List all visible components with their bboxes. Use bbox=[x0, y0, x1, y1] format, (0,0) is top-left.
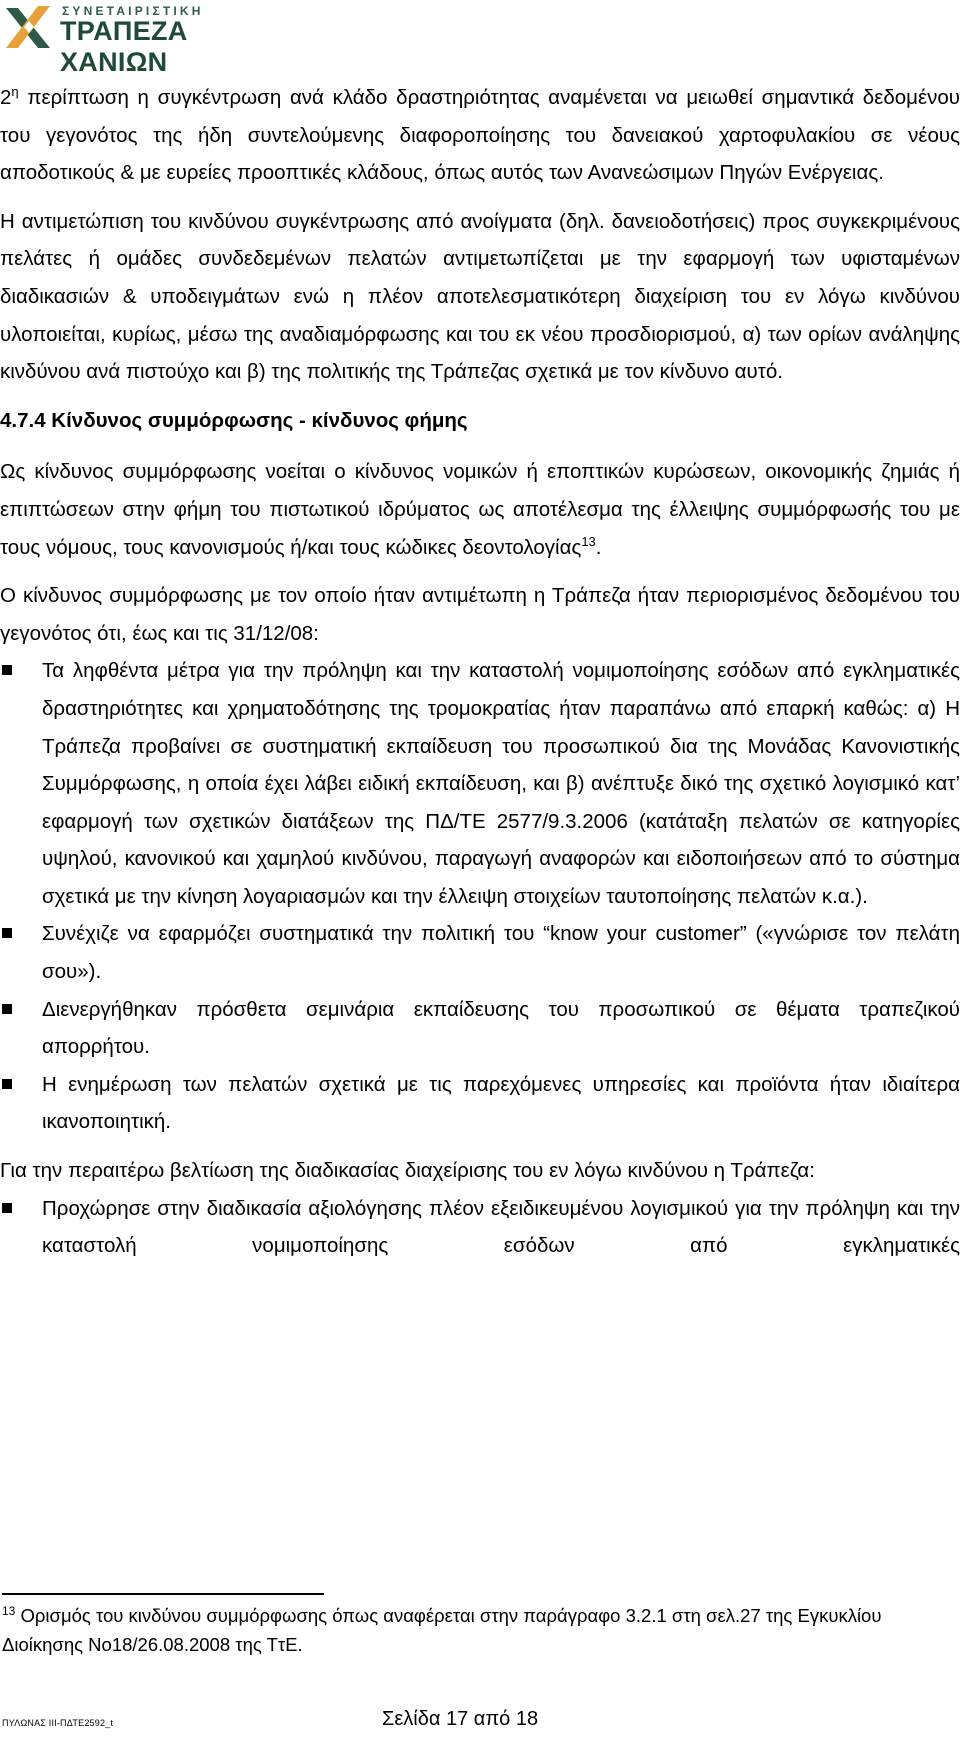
list-item-text: Διενεργήθηκαν πρόσθετα σεμινάρια εκπαίδευσης του προσωπικού σε θέματα τραπεζικού απορρήτου. bbox=[42, 997, 960, 1059]
footnote-number: 13 bbox=[2, 1604, 16, 1618]
document-code: ΠΥΛΩΝΑΣ ΙΙΙ-ΠΔΤΕ2592_t bbox=[2, 1718, 114, 1728]
footnote bbox=[2, 1601, 960, 1659]
page-number: Σελίδα 17 από 18 bbox=[382, 1708, 539, 1730]
list-item bbox=[0, 1190, 960, 1265]
paragraph-compliance-definition: Ως κίνδυνος συμμόρφωσης νοείται ο κίνδυνος νομικών ή εποπτικών κυρώσεων, οικονομικής ζημιάς ή επιπτώσεων στην φήμη του πιστωτικού ιδρύματος ως αποτέλεσμα της έλλειψης συμμόρφωσής του με τους νόμους, τους κανονισμούς ή/και τους κώδικες δεοντολογίας$^{13}$. bbox=[0, 460, 960, 559]
ordinal-number: 2 bbox=[0, 86, 12, 109]
list-item-text: Συνέχιζε να εφαρμόζει συστηματικά την πολιτική του “know your customer” («γνώρισε τον πελάτη σου»). bbox=[42, 922, 960, 984]
list-item-text: Τα ληφθέντα μέτρα για την πρόληψη και την καταστολή νομιμοποίησης εσόδων από εγκληματικές δραστηριότητες και χρηματοδότησης της τρομοκρατίας ήταν παραπάνω από επαρκή καθώς: α) Η Τράπεζα προβαίνει σε συστηματική εκπαίδευση του προσωπικού δια της Μονάδας Κανονιστικής Συμμόρφωσης, η οποία έχει λάβει ειδική εκπαίδευση, και β) ανέπτυξε δικό της σχετικό λογισμικό κατ’ εφαρμογή των σχετικών διατάξεων της ΠΔ/ΤΕ 2577/9.3.2006 (κατάταξη πελατών σε κατηγορίες υψηλού, κανονικού και χαμηλού κινδύνου, παραγωγή αναφορών και ειδοποιήσεων από το σύστημα σχετικά με την κίνηση λογαριασμών και την έλλειψη στοιχείων ταυτοποίησης πελατών κ.α.). bbox=[42, 659, 960, 908]
list-item-text: Προχώρησε στην διαδικασία αξιολόγησης πλέον εξειδικευμένου λογισμικού για την πρόληψη και την καταστολή νομιμοποίησης εσόδων από εγκληματικές bbox=[42, 1196, 960, 1258]
square-bullet-icon bbox=[2, 1004, 12, 1014]
section-heading: 4.7.4 Κίνδυνος συμμόρφωσης - κίνδυνος φήμης bbox=[0, 408, 468, 432]
list-item bbox=[0, 1066, 960, 1141]
footnote-text: Ορισμός του κινδύνου συμμόρφωσης όπως αναφέρεται στην παράγραφο 3.2.1 στη σελ.27 της Εγκυκλίου Διοίκησης Νο18/26.08.2008 της ΤτΕ. bbox=[2, 1605, 882, 1655]
list-item-text: Η ενημέρωση των πελατών σχετικά με τις παρεχόμενες υπηρεσίες και προϊόντα ήταν ιδιαίτερα ικανοποιητική. bbox=[42, 1072, 960, 1134]
footnote-reference: 13 bbox=[581, 533, 596, 549]
logo-title: ΤΡΑΠΕΖΑ ΧΑΝΙΩΝ bbox=[60, 16, 188, 77]
bank-emblem-icon bbox=[4, 2, 54, 52]
paragraph-concentration bbox=[0, 79, 960, 192]
square-bullet-icon bbox=[2, 928, 12, 938]
document-body bbox=[0, 79, 960, 1265]
square-bullet-icon bbox=[2, 1079, 12, 1089]
bank-logo bbox=[4, 2, 264, 77]
list-item bbox=[0, 991, 960, 1066]
ordinal-suffix: η bbox=[11, 84, 19, 99]
square-bullet-icon bbox=[2, 665, 12, 675]
paragraph-exposures: Η αντιμετώπιση του κινδύνου συγκέντρωσης από ανοίγματα (δηλ. δανειοδοτήσεις) προς συγκεκριμένους πελάτες ή ομάδες συνδεδεμένων πελατών αντιμετωπίζεται με την εφαρμογή των υφισταμένων διαδικασιών & υποδειγμάτων ενώ η πλέον αποτελεσματικότερη διαχείριση του εν λόγω κινδύνου υλοποιείται, κυρίως, μέσω της αναδιαμόρφωσης και του εκ νέου προσδιορισμού, α) των ορίων ανάληψης κινδύνου ανά πιστούχο και β) της πολιτικής της Τράπεζας σχετικά με τον κίνδυνο αυτό. bbox=[0, 209, 960, 384]
list-item bbox=[0, 915, 960, 990]
paragraph-text: περίπτωση η συγκέντρωση ανά κλάδο δραστηριότητας αναμένεται να μειωθεί σημαντικά δεδομένου του γεγονότος της ήδη συντελούμενης διαφοροποίησης του δανειακού χαρτοφυλακίου σε νέους αποδοτικούς & με ευρείες προοπτικές κλάδους, όπως αυτός των Ανανεώσιμων Πηγών Ενέργειας. bbox=[0, 86, 960, 185]
paragraph-text: Ως κίνδυνος συμμόρφωσης νοείται ο κίνδυνος νομικών ή εποπτικών κυρώσεων, οικονομικής ζημιάς ή επιπτώσεων στην φήμη του πιστωτικού ιδρύματος ως αποτέλεσμα της έλλειψης συμμόρφωσής του με τους νόμους, τους κανονισμούς ή/και τους κώδικες δεοντολογίας bbox=[0, 460, 960, 559]
logo-subtitle: ΣΥΝΕΤΑΙΡΙΣΤΙΚΗ bbox=[62, 4, 204, 18]
footnote-separator bbox=[2, 1593, 324, 1595]
square-bullet-icon bbox=[2, 1203, 12, 1213]
paragraph-improvement: Για την περαιτέρω βελτίωση της διαδικασίας διαχείρισης του εν λόγω κινδύνου η Τράπεζα: bbox=[0, 1159, 815, 1183]
paragraph-compliance-risk: Ο κίνδυνος συμμόρφωσης με τον οποίο ήταν αντιμέτωπη η Τράπεζα ήταν περιορισμένος δεδομένου του γεγονότος ότι, έως και τις 31/12/08: bbox=[0, 584, 960, 645]
list-item bbox=[0, 652, 960, 915]
